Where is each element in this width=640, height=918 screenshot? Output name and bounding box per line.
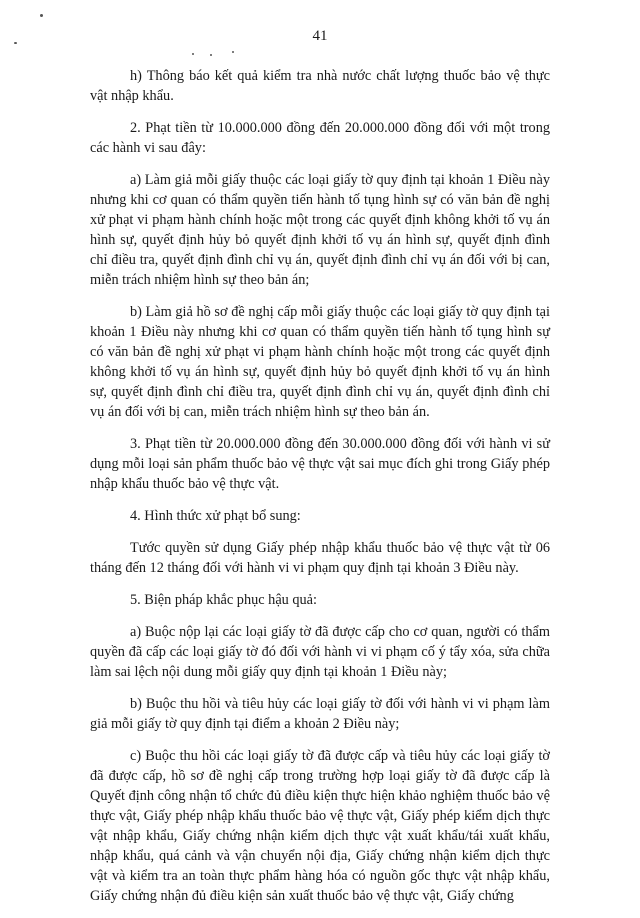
paragraph: b) Làm giả hồ sơ đề nghị cấp mỗi giấy thuộc các loại giấy tờ quy định tại khoản 1 Điều này nhưng khi cơ quan có thẩm quyền tiến hành tố tụng hình sự có văn bản đề nghị xử phạt vi phạm hành chính hoặc một trong các quyết định không khởi tố vụ án hình sự, quyết định hủy bỏ quyết định khởi tố vụ án hình sự, quyết định đình chỉ điều tra, quyết định đình chỉ vụ án, quyết định đình chỉ vụ án đối với bị can, miễn trách nhiệm hình sự theo bản án. <box>90 304 550 420</box>
paragraph: 3. Phạt tiền từ 20.000.000 đồng đến 30.000.000 đồng đối với hành vi sử dụng mỗi loại sản phẩm thuốc bảo vệ thực vật sai mục đích ghi trong Giấy phép nhập khẩu thuốc bảo vệ thực vật. <box>90 436 550 492</box>
paragraph: b) Buộc thu hồi và tiêu hủy các loại giấy tờ đối với hành vi vi phạm làm giả mỗi giấy tờ quy định tại điểm a khoản 2 Điều này; <box>90 696 550 732</box>
paragraph: 2. Phạt tiền từ 10.000.000 đồng đến 20.000.000 đồng đối với một trong các hành vi sau đây: <box>90 120 550 156</box>
page-number: 41 <box>312 28 328 44</box>
scan-speck <box>232 51 234 53</box>
scan-speck <box>40 14 43 17</box>
document-body <box>90 66 550 918</box>
paragraph: 5. Biện pháp khắc phục hậu quả: <box>130 592 317 608</box>
paragraph: Tước quyền sử dụng Giấy phép nhập khẩu thuốc bảo vệ thực vật từ 06 tháng đến 12 tháng đối với hành vi vi phạm quy định tại khoản 3 Điều này. <box>90 540 550 576</box>
paragraph: 4. Hình thức xử phạt bổ sung: <box>130 508 301 524</box>
paragraph: c) Buộc thu hồi các loại giấy tờ đã được cấp và tiêu hủy các loại giấy tờ đã được cấp, hồ sơ đề nghị cấp trong trường hợp loại giấy tờ đã được cấp là Quyết định công nhận tổ chức đủ điều kiện thực hiện khảo nghiệm thuốc bảo vệ thực vật, Giấy phép nhập khẩu thuốc bảo vệ thực vật, Giấy phép kiểm dịch thực vật nhập khẩu, Giấy chứng nhận kiểm dịch thực vật xuất khẩu/tái xuất khẩu, nhập khẩu, quá cảnh và vận chuyển nội địa, Giấy chứng nhận kiểm dịch thực vật và kiểm tra an toàn thực phẩm hàng hóa có nguồn gốc thực vật nhập khẩu, Giấy chứng nhận đủ điều kiện sản xuất thuốc bảo vệ thực vật, Giấy chứng <box>90 748 550 904</box>
paragraph: h) Thông báo kết quả kiểm tra nhà nước chất lượng thuốc bảo vệ thực vật nhập khẩu. <box>90 68 550 104</box>
paragraph: a) Làm giả mỗi giấy thuộc các loại giấy tờ quy định tại khoản 1 Điều này nhưng khi cơ quan có thẩm quyền tiến hành tố tụng hình sự có văn bản đề nghị xử phạt vi phạm hành chính hoặc một trong các quyết định không khởi tố vụ án hình sự, quyết định hủy bỏ quyết định khởi tố vụ án hình sự, quyết định đình chỉ điều tra, quyết định đình chỉ vụ án, quyết định đình chỉ vụ án đối với bị can, miễn trách nhiệm hình sự theo bản án; <box>90 172 550 288</box>
scan-speck <box>210 54 212 56</box>
paragraph: a) Buộc nộp lại các loại giấy tờ đã được cấp cho cơ quan, người có thẩm quyền đã cấp các loại giấy tờ đó đối với hành vi vi phạm cố ý tẩy xóa, sửa chữa làm sai lệch nội dung mỗi giấy quy định tại khoản 1 Điều này; <box>90 624 550 680</box>
scan-speck <box>192 53 194 55</box>
